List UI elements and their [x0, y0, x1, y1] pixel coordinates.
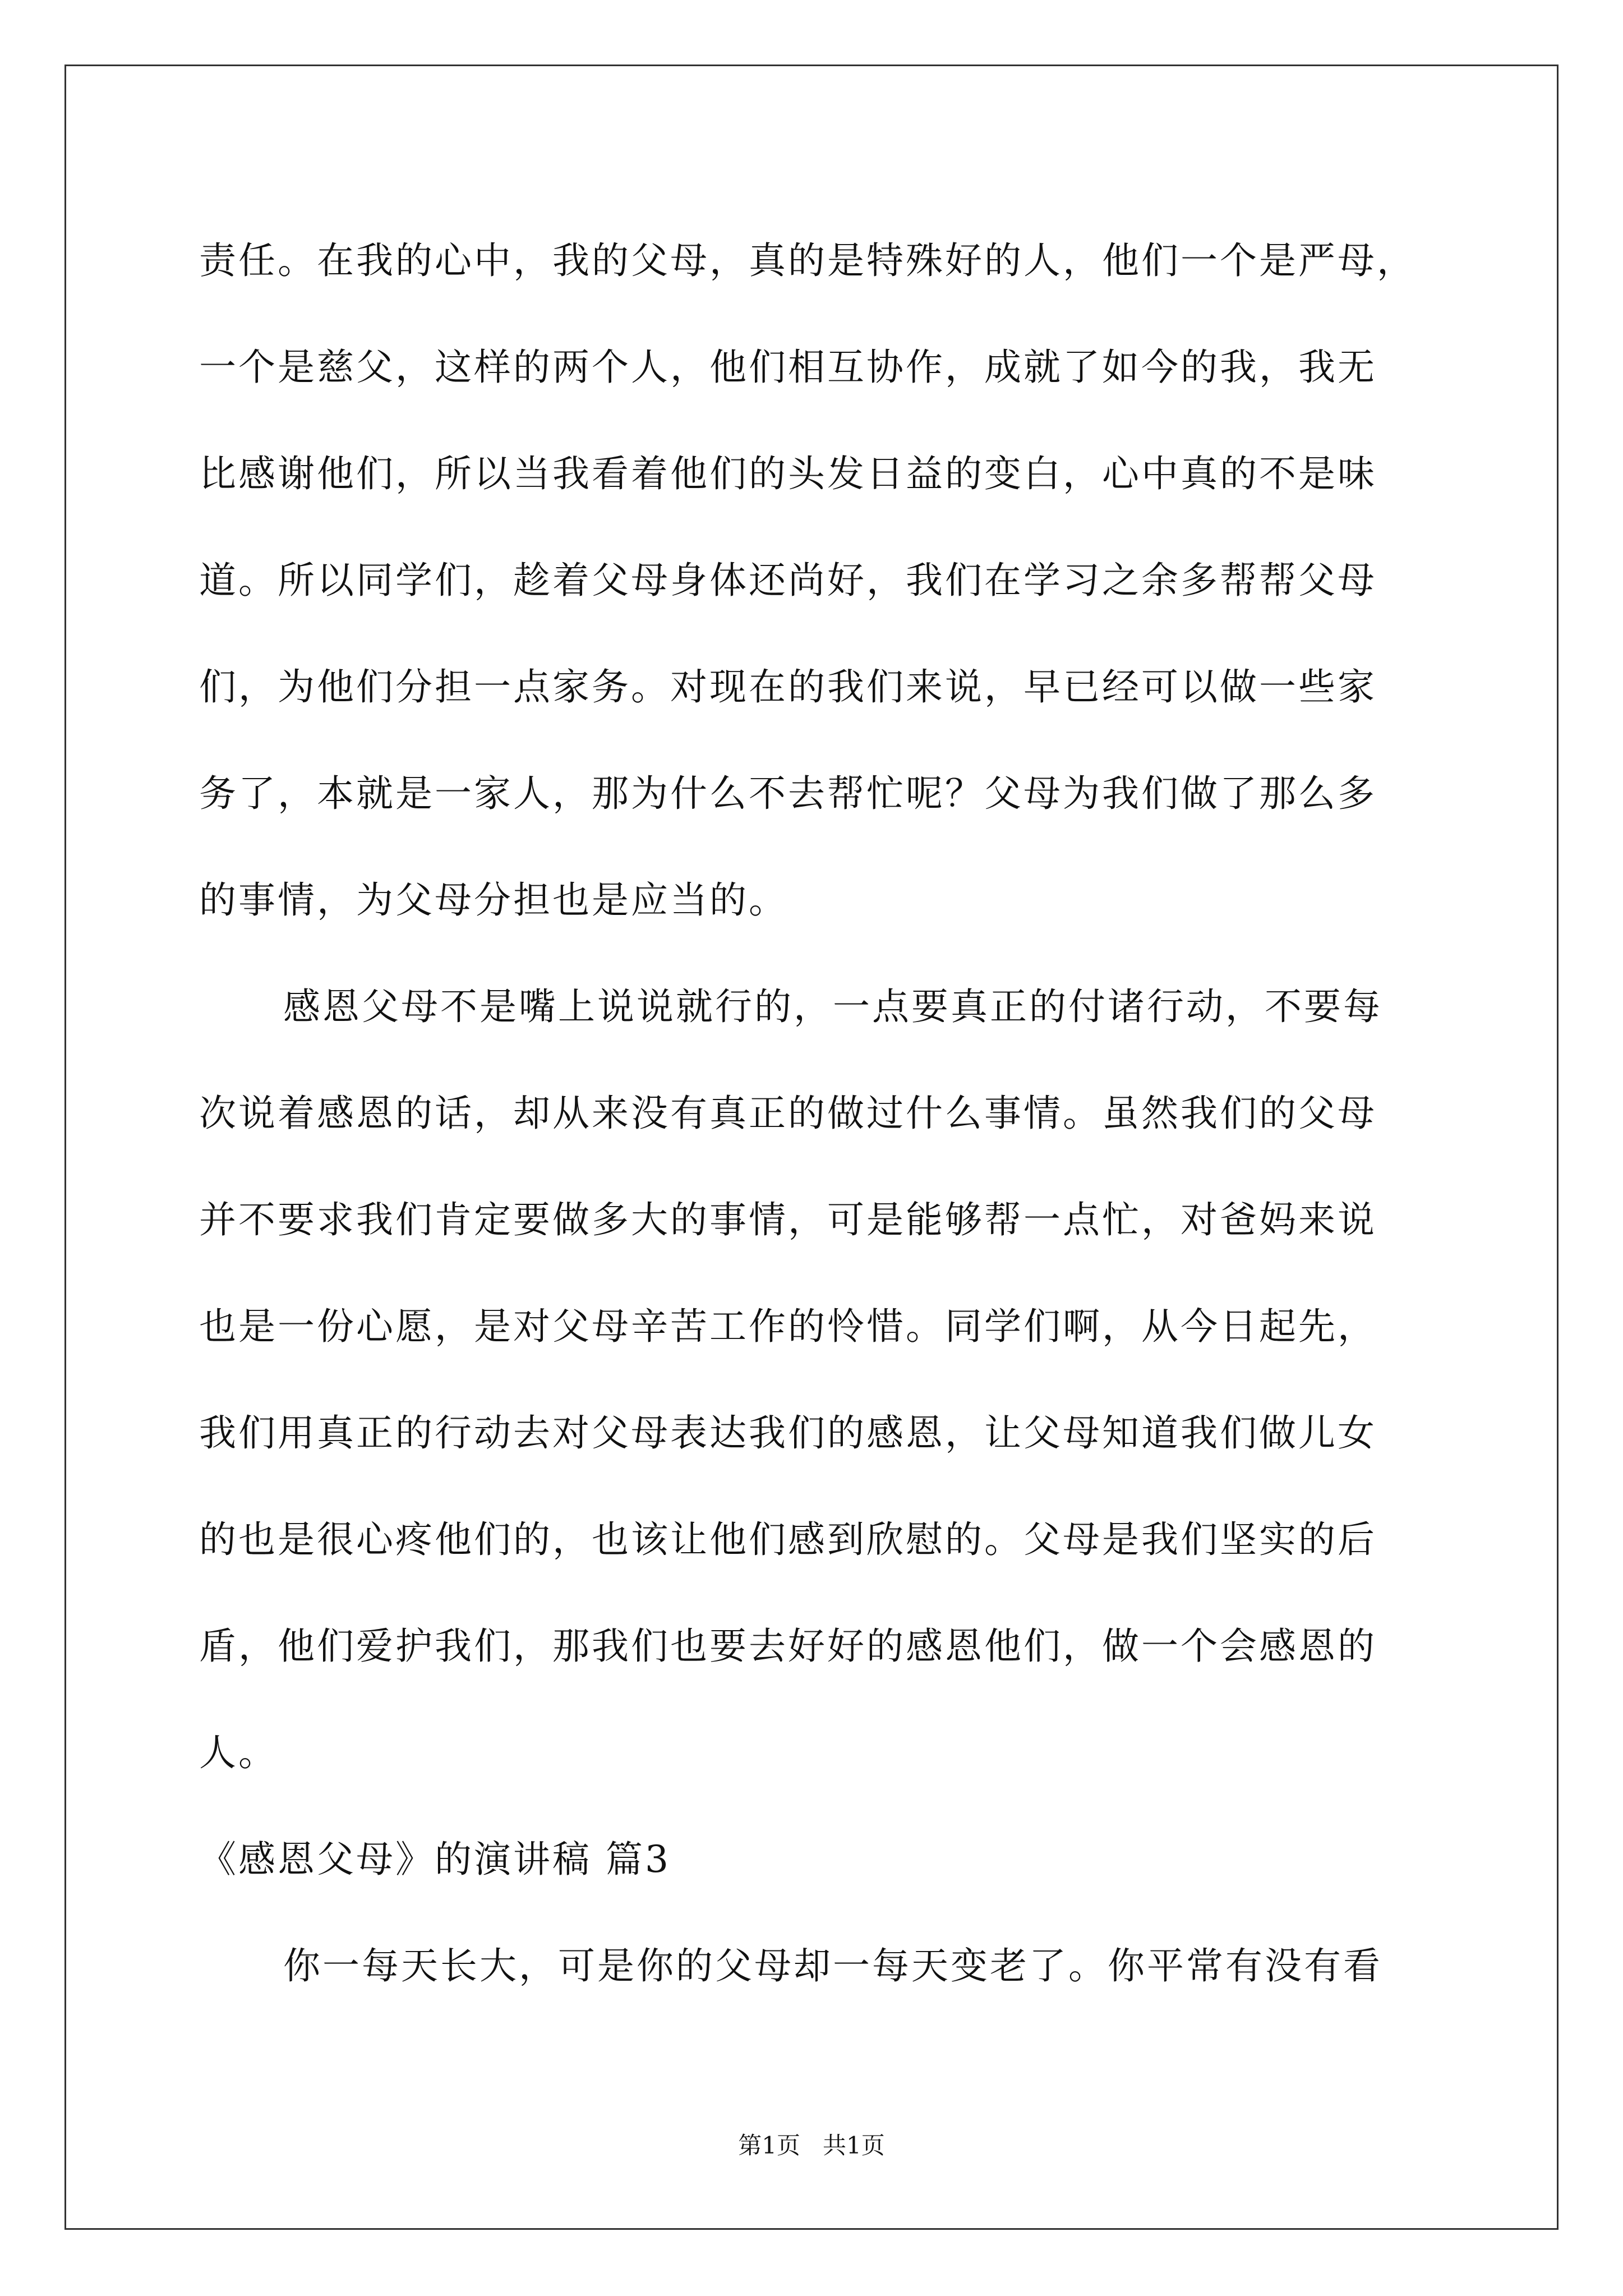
page-footer: 第1页 共1页: [738, 2132, 885, 2159]
paragraph-line: 也是一份心愿，是对父母辛苦工作的怜惜。同学们啊，从今日起先，: [199, 1305, 1377, 1348]
paragraph-line: 的事情，为父母分担也是应当的。: [199, 878, 788, 922]
paragraph-line: 比感谢他们，所以当我看着他们的头发日益的变白，心中真的不是味: [199, 452, 1377, 495]
paragraph-line: 们，为他们分担一点家务。对现在的我们来说，早已经可以做一些家: [199, 665, 1377, 708]
paragraph-line: 盾，他们爱护我们，那我们也要去好好的感恩他们，做一个会感恩的: [199, 1625, 1377, 1668]
paragraph-line: 次说着感恩的话，却从来没有真正的做过什么事情。虽然我们的父母: [199, 1092, 1377, 1135]
paragraph-line: 并不要求我们肯定要做多大的事情，可是能够帮一点忙，对爸妈来说: [199, 1198, 1377, 1241]
paragraph-line: 我们用真正的行动去对父母表达我们的感恩，让父母知道我们做儿女: [199, 1411, 1377, 1455]
paragraph-line: 人。: [199, 1731, 278, 1774]
paragraph-line: 一个是慈父，这样的两个人，他们相互协作，成就了如今的我，我无: [199, 346, 1377, 389]
paragraph-first-line: 感恩父母不是嘴上说说就行的，一点要真正的付诸行动，不要每: [283, 985, 1382, 1028]
paragraph-first-line: 你一每天长大，可是你的父母却一每天变老了。你平常有没有看: [283, 1944, 1382, 1987]
paragraph-line: 的也是很心疼他们的，也该让他们感到欣慰的。父母是我们坚实的后: [199, 1518, 1377, 1561]
paragraph-line: 务了，本就是一家人，那为什么不去帮忙呢？父母为我们做了那么多: [199, 772, 1377, 815]
document-body: [199, 208, 1438, 2019]
paragraph-line: 责任。在我的心中，我的父母，真的是特殊好的人，他们一个是严母，: [199, 239, 1416, 282]
paragraph-line: 道。所以同学们，趁着父母身体还尚好，我们在学习之余多帮帮父母: [199, 559, 1377, 602]
section-heading: 《感恩父母》的演讲稿 篇3: [199, 1838, 671, 1881]
